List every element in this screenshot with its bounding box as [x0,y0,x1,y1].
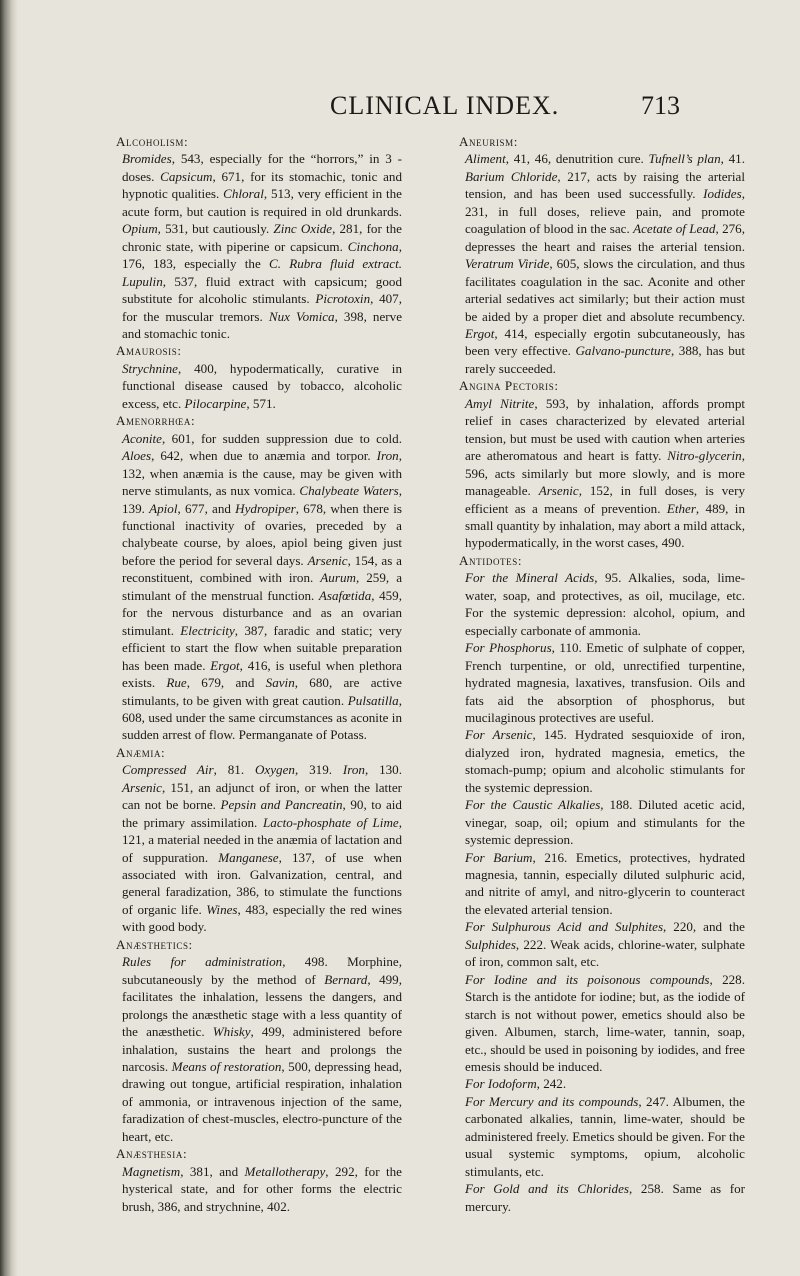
page-header [120,91,680,121]
right-column [459,133,745,1215]
index-entry: For Barium, 216. Emetics, protectives, hydrated magnesia, tannin, especially diluted sulphuric acid, and nitrite of amyl, and nitro-glycerin to counteract the elevated arterial tension. [465,849,746,917]
index-entry: For Iodine and its poisonous compounds, 228. Starch is the antidote for iodine; but, as the iodide of starch is not without power, emetics should also be given. Albumen, starch, lime-water, tannin, soap, etc., should be used in poisoning by iodides, and free emesis should be induced. [465,971,745,1075]
index-entry: For the Caustic Alkalies, 188. Diluted acetic acid, vinegar, soap, oil; opium and stimulants for the systemic depression. [465,797,745,848]
binding-shadow [0,0,18,1276]
index-heading: Anæsthetics: [116,936,193,952]
index-heading: Angina Pectoris: [459,378,559,394]
page-number: 713 [641,91,680,120]
index-entry: Amyl Nitrite, 593, by inhalation, affords prompt relief in cases characterized by elevated arterial tension, but must be used with caution when arteries are atheromatous and heart is fatty. Nitro-glycerin, 596, acts similarly but more slowly, and is more manageable. Arsenic, 152, in full doses, is very efficient as a means of prevention. Ether, 489, in small quantity by inhalation, may abort a mild attack, hypodermatically, in the worst cases, 490. [465,395,746,551]
index-entry: Bromides, 543, especially for the “horrors,” in 3 - doses. Capsicum, 671, for its stomachic, tonic and hypnotic qualities. Chloral, 513, very efficient in the acute form, but caution is required in old drunkards. Opium, 531, but cautiously. Zinc Oxide, 281, for the chronic state, with piperine or capsicum. Cinchona, 176, 183, especially the C. Rubra fluid extract. Lupulin, 537, fluid extract with capsicum; good substitute for alcoholic stimulants. Picrotoxin, 407, for the muscular tremors. Nux Vomica, 398, nerve and stomachic tonic. [122,151,403,341]
index-heading: Aneurism: [459,134,518,149]
index-entry: Aliment, 41, 46, denutrition cure. Tufnell’s plan, 41. Barium Chloride, 217, acts by raising the arterial tension, and has been used successfully. Iodides, 231, in full doses, relieve pain, and promote coagulation of blood in the sac. Acetate of Lead, 276, depresses the heart and raises the arterial tension. Veratrum Viride, 605, slows the circulation, and thus facilitates coagulation in the sac. Aconite and other arterial sedatives act similarly; but their action must be aided by a proper diet and absolute recumbency. Ergot, 414, especially ergotin subcutaneously, has been very effective. Galvano-puncture, 388, has but rarely succeeded. [465,151,745,376]
index-heading: Anæmia: [116,744,166,760]
index-entry: For Arsenic, 145. Hydrated sesquioxide of iron, dialyzed iron, hydrated magnesia, emetics, the stomach-pump; opium and alcoholic stimulants for the systemic depression. [465,727,745,795]
index-heading: Alcoholism: [116,134,189,149]
left-column [116,133,402,1215]
index-entry: Magnetism, 381, and Metallotherapy, 292, for the hysterical state, and for other forms the electric brush, 386, and strychnine, 402. [122,1163,402,1214]
index-entry: For Mercury and its compounds, 247. Albumen, the carbonated alkalies, tannin, lime-water, should be administered freely. Emetics should be given. For the usual systemic symptoms, opium, alcoholic stimulants, etc. [465,1093,745,1179]
running-head: CLINICAL INDEX. [330,91,560,120]
index-entry: For Gold and its Chlorides, 258. Same as for mercury. [465,1181,746,1214]
index-entry: Strychnine, 400, hypodermatically, curative in functional disease caused by tobacco, alcoholic excess, etc. Pilocarpine, 571. [122,360,402,411]
index-heading: Anæsthesia: [116,1146,188,1162]
index-heading: Amenorrhœa: [116,413,196,429]
index-entry: Aconite, 601, for sudden suppression due to cold. Aloes, 642, when due to anæmia and torpor. Iron, 132, when anæmia is the cause, may be given with nerve stimulants, as nux vomica. Chalybeate Waters, 139. Apiol, 677, and Hydropiper, 678, when there is functional inactivity of ovaries, preceded by a chalybeate course, by aloes, apiol being given just before the period for several days. Arsenic, 154, as a reconstituent, combined with iron. Aurum, 259, a stimulant of the menstrual function. Asafœtida, 459, for the nervous disturbance and as an ovarian stimulant. Electricity, 387, faradic and static; very efficient to start the flow when suitable preparation has been made. Ergot, 416, is useful when plethora exists. Rue, 679, and Savin, 680, are active stimulants, to be given with great caution. Pulsatilla, 608, used under the same circumstances as aconite in sudden arrest of flow. Permanganate of Potass. [122,430,403,743]
index-entry: For the Mineral Acids, 95. Alkalies, soda, lime-water, soap, and protectives, as oil, mucilage, etc. For the systemic depression: alcohol, opium, and especially carbonate of ammonia. [465,570,746,638]
index-entry: For Sulphurous Acid and Sulphites, 220, and the Sulphides, 222. Weak acids, chlorine-water, sulphate of iron, common salt, etc. [465,919,745,970]
index-heading: Amaurosis: [116,343,182,359]
index-entry: Compressed Air, 81. Oxygen, 319. Iron, 130. Arsenic, 151, an adjunct of iron, or when the latter can not be borne. Pepsin and Pancreatin, 90, to aid the primary assimilation. Lacto-phosphate of Lime, 121, a material needed in the anæmia of lactation and of suppuration. Manganese, 137, of use when associated with iron. Galvanization, central, and general faradization, 386, to stimulate the functions of organic life. Wines, 483, especially the red wines with good body. [122,762,402,935]
index-entry: For Iodoform, 242. [465,1076,567,1092]
index-entry: Rules for administration, 498. Morphine, subcutaneously by the method of Bernard, 499, facilitates the inhalation, lessens the dangers, and prolongs the anæsthetic stage with a less quantity of the anæsthetic. Whisky, 499, administered before inhalation, sustains the heart and prolongs the narcosis. Means of restoration, 500, depressing head, drawing out tongue, artificial respiration, inhalation of ammonia, or intravenous injection of the same, faradization of chest-muscles, electro-puncture of the heart, etc. [122,954,403,1144]
index-heading: Antidotes: [459,552,523,568]
index-entry: For Phosphorus, 110. Emetic of sulphate of copper, French turpentine, or old, unrectified turpentine, hydrated magnesia, laxatives, transfusion. Oils and fats aid the absorption of phosphorus, but mucilaginous protectives are useful. [465,640,746,725]
